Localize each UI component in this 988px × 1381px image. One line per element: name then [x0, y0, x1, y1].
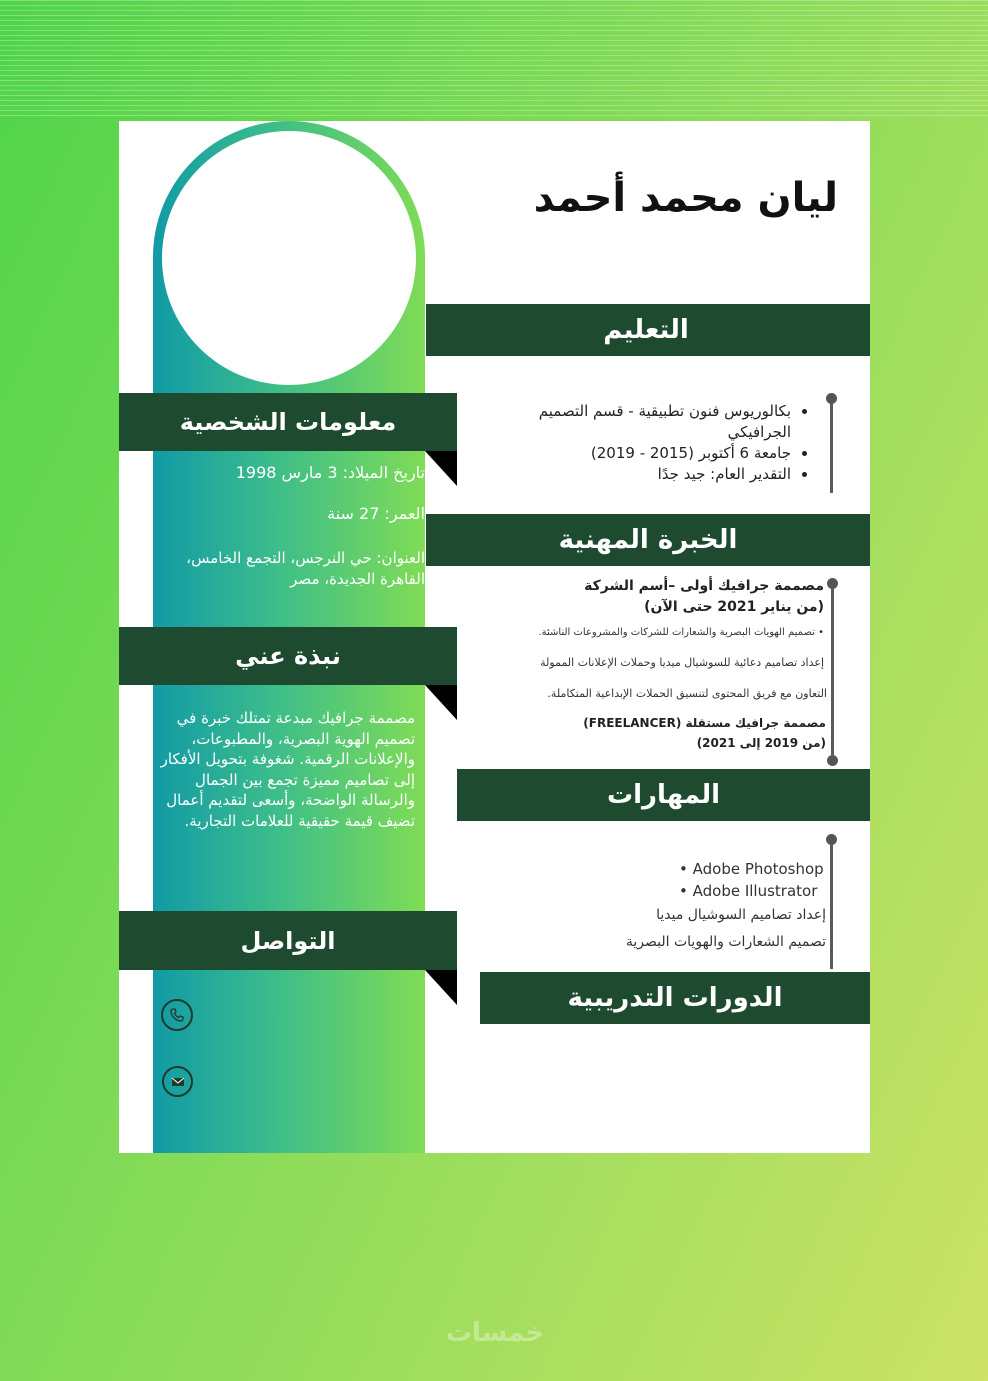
skills-header	[457, 769, 870, 821]
birth-date: تاريخ الميلاد: 3 مارس 1998	[235, 463, 425, 482]
job1-task-text: إعداد تصاميم دعائية للسوشيال ميديا وحملات الإعلانات الممولة	[540, 656, 824, 669]
courses-header	[480, 972, 870, 1024]
skill-item: تصميم الشعارات والهويات البصرية	[625, 934, 826, 950]
education-list	[487, 401, 807, 485]
about-title: نبذة عني	[235, 642, 341, 670]
education-item: • التقدير العام: جيد جدًا	[487, 464, 791, 485]
about-header	[119, 627, 457, 685]
education-item: • جامعة 6 أكتوبر (2015 - 2019)	[487, 443, 791, 464]
email-icon[interactable]	[162, 1066, 193, 1097]
resume-name: ليان محمد أحمد	[533, 175, 838, 221]
contact-header	[119, 911, 457, 970]
education-header	[426, 304, 870, 356]
timeline-line	[831, 587, 834, 755]
job2-title: مصممة جرافيك مستقلة (FREELANCER)	[583, 716, 826, 730]
experience-header	[426, 514, 870, 566]
courses-title: الدورات التدريبية	[567, 983, 783, 1013]
education-title: التعليم	[603, 315, 689, 345]
envelope-glyph	[171, 1076, 185, 1088]
watermark: خمسات	[445, 1318, 545, 1348]
address-line-2: القاهرة الجديدة، مصر	[290, 570, 425, 588]
job1-task: • تصميم الهويات البصرية والشعارات للشركات والمشروعات الناشئة.	[538, 627, 824, 638]
ribbon-fold	[425, 451, 457, 486]
timeline-line	[830, 843, 833, 969]
address-line-1: العنوان: حي النرجس، التجمع الخامس،	[186, 549, 425, 567]
ribbon-fold	[425, 685, 457, 720]
job1-task-text: تصميم الهويات البصرية والشعارات للشركات والمشروعات الناشئة.	[538, 627, 815, 638]
job1-title: مصممة جرافيك أولى –أسم الشركة	[584, 578, 824, 594]
job1-task	[540, 656, 824, 669]
age: العمر: 27 سنة	[327, 504, 425, 523]
skill-name: Adobe Illustrator	[692, 882, 818, 900]
skills-title: المهارات	[606, 780, 721, 810]
skill-software	[679, 858, 824, 902]
skill-item: • Adobe Photoshop	[679, 860, 824, 878]
timeline-dot	[827, 755, 838, 766]
ribbon-fold	[425, 970, 457, 1005]
profile-photo-placeholder	[162, 131, 416, 385]
skill-name: Adobe Photoshop	[692, 860, 824, 878]
personal-info-header	[119, 393, 457, 451]
phone-glyph	[169, 1007, 185, 1023]
phone-icon[interactable]	[161, 999, 193, 1031]
job1-period: (من يناير 2021 حتى الآن)	[644, 599, 824, 615]
skill-item: • Adobe Illustrator	[679, 882, 818, 900]
experience-title: الخبرة المهنية	[558, 525, 738, 555]
job1-task-text: التعاون مع فريق المحتوى لتنسيق الحملات الإبداعية المتكاملة.	[547, 687, 827, 700]
contact-title: التواصل	[240, 926, 336, 955]
personal-info-title: معلومات الشخصية	[179, 408, 397, 436]
about-text: مصممة جرافيك مبدعة تمتلك خبرة في تصميم الهوية البصرية، والمطبوعات، والإعلانات الرقمية. شغوفة بتحويل الأفكار إلى تصاميم مميزة تجمع بين الجمال والرسالة الواضحة، وأسعى لتقديم أعمال تضيف قيمة حقيقية للعلامات التجارية.	[160, 709, 415, 830]
job1-task	[547, 687, 827, 700]
skill-item: إعداد تصاميم السوشيال ميديا	[656, 907, 826, 923]
resume-page	[119, 121, 870, 1153]
job2-period: (من 2019 إلى 2021)	[696, 736, 826, 750]
background-stripes	[0, 0, 988, 120]
timeline-line	[830, 403, 833, 493]
education-item: • بكالوريوس فنون تطبيقية - قسم التصميم الجرافيكي	[487, 401, 791, 443]
